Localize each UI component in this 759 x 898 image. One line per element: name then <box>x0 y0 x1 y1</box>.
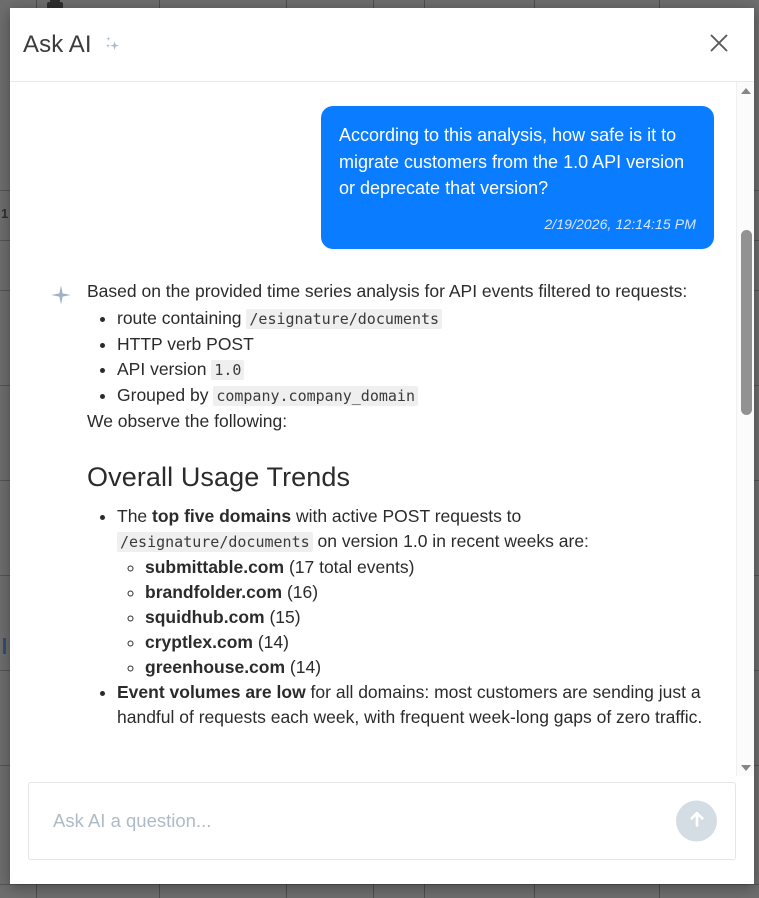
modal-header <box>10 8 754 82</box>
background-row-label: 1 <box>1 206 8 221</box>
domain-name: cryptlex.com <box>145 632 253 652</box>
scroll-up-button[interactable] <box>737 82 754 99</box>
user-message-text: According to this analysis, how safe is it to migrate customers from the 1.0 API version or deprecate that version? <box>339 125 685 198</box>
list-item <box>145 655 712 680</box>
observe-line: We observe the following: <box>87 411 288 431</box>
page-title: Ask AI <box>23 30 92 58</box>
domain-count: (15) <box>269 607 301 627</box>
domain-count: (14) <box>289 657 322 677</box>
scroll-down-button[interactable] <box>737 759 754 776</box>
list-item <box>145 630 712 655</box>
code-span: /esignature/documents <box>246 309 442 329</box>
domain-name: submittable.com <box>145 557 285 577</box>
lead-emphasis: top five domains <box>152 506 292 526</box>
assistant-message-body <box>87 279 712 730</box>
ask-ai-input[interactable] <box>51 809 667 833</box>
section-heading: Overall Usage Trends <box>87 462 351 492</box>
list-item <box>117 357 712 383</box>
code-span: /esignature/documents <box>117 532 313 552</box>
user-message-bubble <box>321 106 714 249</box>
filter-label: API version <box>117 359 212 379</box>
list-item <box>117 504 712 680</box>
list-item <box>145 580 712 605</box>
assistant-message <box>10 249 736 730</box>
domain-name: brandfolder.com <box>145 582 283 602</box>
code-span: 1.0 <box>211 360 244 380</box>
close-icon <box>708 32 730 57</box>
filter-list <box>87 306 712 409</box>
user-message-timestamp: 2/19/2026, 12:14:15 PM <box>544 215 696 232</box>
trends-list <box>87 504 712 730</box>
filter-label: Grouped by <box>117 385 214 405</box>
triangle-down-icon <box>741 765 751 771</box>
sparkle-icon <box>101 34 123 56</box>
ask-ai-modal <box>10 8 754 884</box>
list-item <box>117 680 712 730</box>
triangle-up-icon <box>741 88 751 94</box>
lead-text: The <box>117 506 153 526</box>
composer-area <box>10 776 754 884</box>
close-button[interactable] <box>700 26 738 64</box>
arrow-up-icon <box>686 809 708 834</box>
conversation-list <box>10 82 736 776</box>
list-item <box>117 306 712 332</box>
volume-emphasis: Event volumes are low <box>117 682 306 702</box>
filter-label: HTTP verb POST <box>117 334 254 354</box>
list-item <box>145 605 712 630</box>
domain-name: greenhouse.com <box>145 657 286 677</box>
domain-count: (16) <box>286 582 319 602</box>
lead-text: on version 1.0 in recent weeks are: <box>312 531 589 551</box>
conversation-scroll-region[interactable] <box>10 82 754 776</box>
background-row-divider <box>0 884 759 885</box>
code-span: company.company_domain <box>213 386 418 406</box>
scrollbar-thumb[interactable] <box>741 230 752 415</box>
lead-text: with active POST requests to <box>291 506 522 526</box>
conversation-scrollbar[interactable] <box>736 82 754 776</box>
list-item <box>117 383 712 409</box>
filter-label: route containing <box>117 308 247 328</box>
volume-text: for all domains: most customers are sending just a handful of requests each week, with frequent week-long gaps of zero traffic. <box>117 682 703 727</box>
assistant-avatar <box>50 284 72 311</box>
composer[interactable] <box>28 782 736 860</box>
domain-count: (14) <box>257 632 289 652</box>
send-button[interactable] <box>676 801 717 842</box>
list-item <box>145 555 712 580</box>
background-accent-mark <box>3 638 6 654</box>
list-item <box>117 332 712 357</box>
domain-list <box>117 555 712 680</box>
user-message <box>10 92 736 249</box>
assistant-intro: Based on the provided time series analysis for API events filtered to requests: <box>87 281 688 301</box>
domain-name: squidhub.com <box>145 607 265 627</box>
sparkle-icon <box>50 284 72 311</box>
domain-count: (17 total events) <box>288 557 415 577</box>
